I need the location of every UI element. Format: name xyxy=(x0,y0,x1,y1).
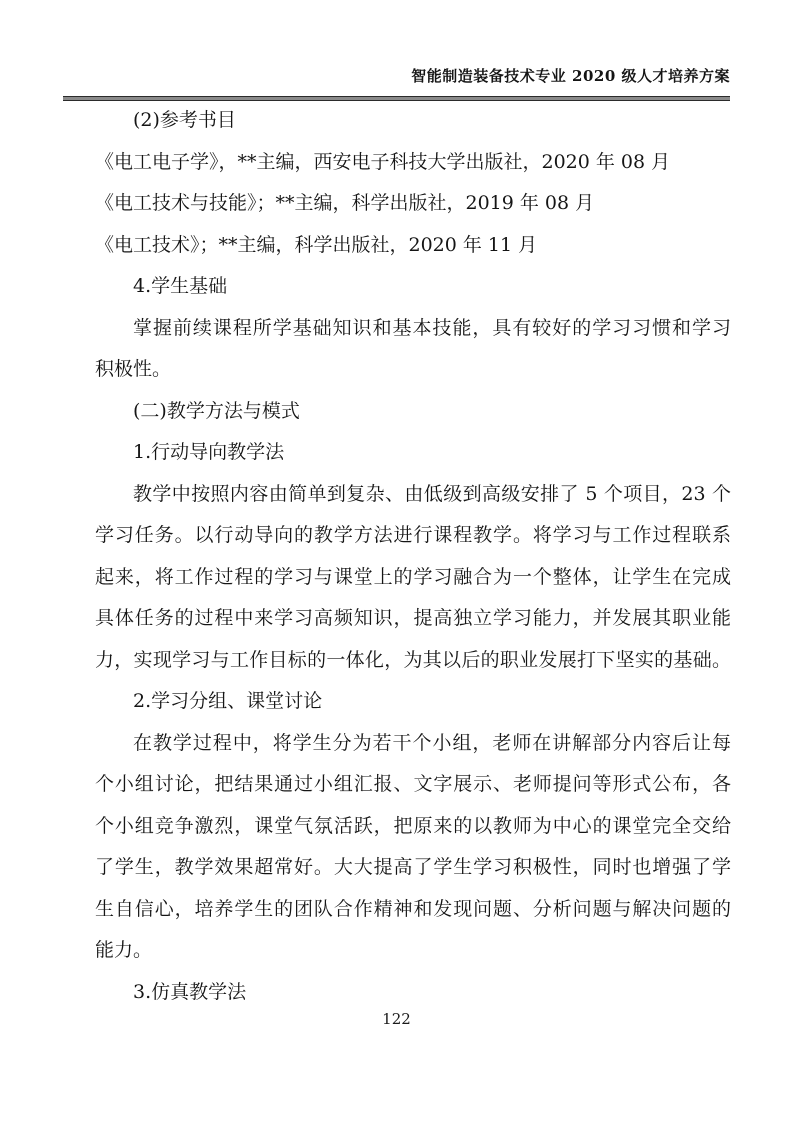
text-line: 4.学生基础 xyxy=(133,275,228,297)
page-header-title: 智能制造装备技术专业 2020 级人才培养方案 xyxy=(411,67,730,85)
text-line: 个小组竞争激烈，课堂气氛活跃，把原来的以教师为中心的课堂完全交给 xyxy=(95,814,731,837)
text-line: 积极性。 xyxy=(95,358,172,380)
text-line: 2.学习分组、课堂讨论 xyxy=(133,690,323,712)
text-line: 能力。 xyxy=(95,939,153,961)
text-line: 学习任务。以行动导向的教学方法进行课程教学。将学习与工作过程联系 xyxy=(95,524,731,546)
text-line: 力，实现学习与工作目标的一体化，为其以后的职业发展打下坚实的基础。 xyxy=(95,648,731,671)
text-line: 《电工电子学》，**主编，西安电子科技大学出版社，2020 年 08 月 xyxy=(95,150,671,173)
text-line: 掌握前续课程所学基础知识和基本技能，具有较好的学习习惯和学习 xyxy=(133,316,731,339)
text-line: 起来，将工作过程的学习与课堂上的学习融合为一个整体，让学生在完成 xyxy=(95,565,731,588)
body-text xyxy=(95,100,731,1013)
text-line: 《电工技术》；**主编，科学出版社，2020 年 11 月 xyxy=(95,233,538,256)
text-line: 《电工技术与技能》；**主编，科学出版社，2019 年 08 月 xyxy=(95,192,595,214)
text-line: 在教学过程中，将学生分为若干个小组，老师在讲解部分内容后让每 xyxy=(133,731,731,754)
text-line: 具体任务的过程中来学习高频知识，提高独立学习能力，并发展其职业能 xyxy=(95,607,731,629)
text-line: 1.行动导向教学法 xyxy=(133,441,285,463)
text-line: 教学中按照内容由简单到复杂、由低级到高级安排了 5 个项目，23 个 xyxy=(133,482,731,505)
text-line: 个小组讨论，把结果通过小组汇报、文字展示、老师提问等形式公布，各 xyxy=(95,773,731,795)
text-line: 3.仿真教学法 xyxy=(133,980,247,1003)
text-line: (2)参考书目 xyxy=(133,109,236,131)
text-line: (二)教学方法与模式 xyxy=(133,399,300,422)
text-line: 生自信心，培养学生的团队合作精神和发现问题、分析问题与解决问题的 xyxy=(95,897,731,920)
page-number: 122 xyxy=(382,1010,411,1028)
text-line: 了学生，教学效果超常好。大大提高了学生学习积极性，同时也增强了学 xyxy=(95,856,731,878)
